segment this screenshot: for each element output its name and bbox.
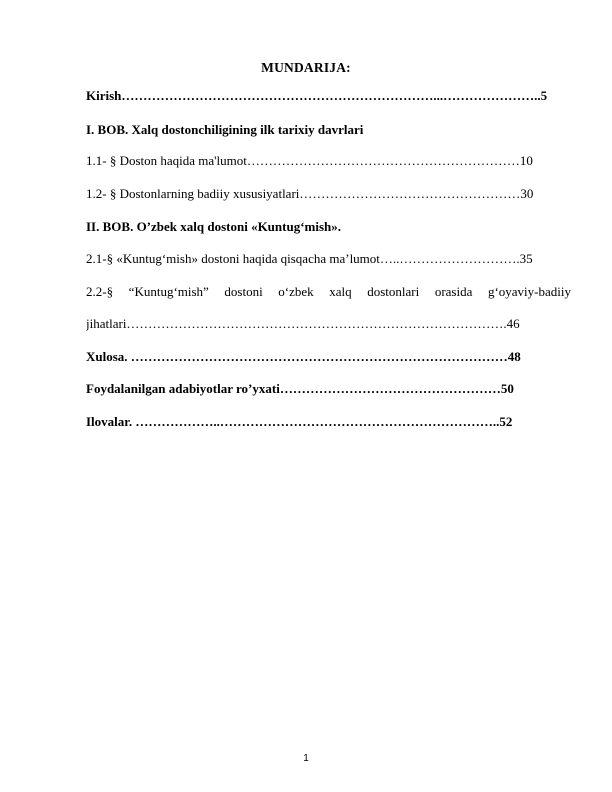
toc-item-xulosa[interactable]: Xulosa. ……………………………………………………………………………48 — [86, 349, 521, 364]
toc-item-bob-1[interactable]: I. BOB. Xalq dostonchiligining ilk tarixiy davrlari — [86, 122, 364, 137]
toc-item-bob-2[interactable]: II. BOB. O’zbek xalq dostoni «Kuntug‘mish». — [86, 219, 342, 234]
toc-item-section-2-2-line-2[interactable]: jihatlari…………………………………………………………………………….46 — [86, 316, 520, 331]
toc-item-section-1-1[interactable]: 1.1- § Doston haqida ma'lumot………………………………………………………10 — [86, 153, 533, 168]
toc-item-section-1-2[interactable]: 1.2- § Dostonlarning badiiy xususiyatlari……………………………………………30 — [86, 186, 534, 201]
page-number: 1 — [303, 753, 309, 764]
toc-item-section-2-1[interactable]: 2.1-§ «Kuntug‘mish» dostoni haqida qisqacha ma’lumot…..……………………….35 — [86, 251, 533, 266]
toc-item-adabiyotlar[interactable]: Foydalanilgan adabiyotlar ro’yxati……………………………………………50 — [86, 381, 514, 396]
page-title: MUNDARIJA: — [261, 60, 351, 75]
toc-item-ilovalar[interactable]: Ilovalar. ………………..………………………………………………………..52 — [86, 414, 513, 429]
toc-item-kirish[interactable]: Kirish………………………………………………………………...…………………..5 — [86, 88, 548, 103]
toc-item-section-2-2-line-1[interactable]: 2.2-§ “Kuntug‘mish” dostoni o‘zbek xalq dostonlari orasida g‘oyaviy-badiiy — [86, 284, 571, 299]
